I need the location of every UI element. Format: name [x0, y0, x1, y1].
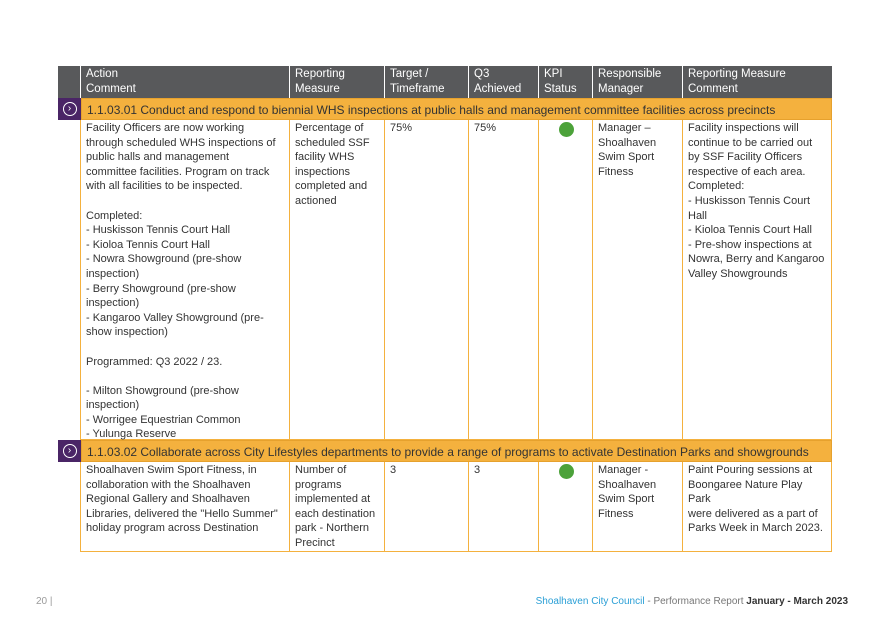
- comment-line: - Yulunga Reserve: [86, 428, 177, 441]
- measure-line: actioned: [295, 194, 337, 207]
- measure-comment-line: were delivered as a part of: [688, 507, 818, 520]
- comment-line: - Huskisson Tennis Court Hall: [86, 224, 231, 237]
- header-label: Timeframe: [390, 83, 445, 95]
- page-number: 20 |: [36, 596, 53, 607]
- comment-line: - Milton Showground (pre-show: [86, 384, 239, 397]
- chevron-right-icon: ›: [63, 102, 77, 116]
- reporting-measure-comment: [683, 462, 832, 552]
- header-target: [385, 66, 469, 98]
- manager-line: Swim Sport: [598, 151, 655, 164]
- manager-line: Shoalhaven: [598, 478, 657, 491]
- measure-comment-line: - Kioloa Tennis Court Hall: [688, 224, 812, 237]
- manager-line: Manager –: [598, 122, 651, 134]
- table-header: [58, 66, 832, 98]
- header-label: Responsible: [598, 68, 662, 80]
- achieved-value: 3: [469, 462, 539, 552]
- measure-line: implemented at: [295, 493, 371, 506]
- measure-comment-line: Completed:: [688, 180, 745, 193]
- measure-line: each destination: [295, 507, 376, 520]
- performance-table: [58, 66, 832, 552]
- action-title-row: [58, 440, 832, 462]
- comment-line: inspection): [86, 399, 140, 412]
- kpi-status: [539, 120, 593, 440]
- measure-comment-line: Hall: [688, 209, 707, 222]
- action-detail-row: [58, 120, 832, 440]
- measure-line: facility WHS: [295, 151, 355, 164]
- comment-line: committee facilities. Program on track: [86, 165, 270, 178]
- kpi-status-dot-icon: [559, 122, 574, 137]
- header-q3-achieved: [469, 66, 539, 98]
- measure-comment-line: Boongaree Nature Play Park: [688, 478, 803, 506]
- comment-line: Libraries, delivered the "Hello Summer": [86, 507, 278, 520]
- reporting-measure-comment: [683, 120, 832, 440]
- comment-line: - Berry Showground (pre-show: [86, 282, 236, 295]
- measure-comment-line: Facility inspections will: [688, 122, 799, 134]
- header-label: Achieved: [474, 83, 522, 95]
- manager-line: Fitness: [598, 507, 634, 520]
- header-label: Reporting: [295, 68, 345, 80]
- measure-comment-line: by SSF Facility Officers: [688, 151, 803, 164]
- measure-comment-line: Parks Week in March 2023.: [688, 522, 823, 535]
- header-label: Q3: [474, 68, 490, 80]
- measure-comment-line: - Huskisson Tennis Court: [688, 194, 811, 207]
- comment-line: inspection): [86, 297, 140, 310]
- report-footer: [536, 596, 848, 607]
- header-label: Measure: [295, 83, 340, 95]
- manager-line: Swim Sport: [598, 493, 655, 506]
- comment-line: - Kangaroo Valley Showground (pre-: [86, 311, 264, 324]
- action-title: 1.1.03.01 Conduct and respond to biennial WHS inspections at public halls and management committee facilities across precincts: [81, 98, 832, 120]
- action-comment: [81, 120, 290, 440]
- measure-line: completed and: [295, 180, 368, 193]
- comment-line: Completed:: [86, 209, 143, 222]
- comment-line: [86, 194, 285, 209]
- comment-line: Programmed: Q3 2022 / 23.: [86, 355, 223, 368]
- comment-line: through scheduled WHS inspections of: [86, 136, 276, 149]
- row-gutter: [58, 120, 81, 440]
- comment-line: - Nowra Showground (pre-show: [86, 253, 242, 266]
- header-label: Action: [86, 68, 118, 80]
- measure-comment-line: - Pre-show inspections at: [688, 238, 812, 251]
- chevron-right-icon: ›: [63, 444, 77, 458]
- comment-line: holiday program across Destination: [86, 522, 259, 535]
- comment-line: - Kioloa Tennis Court Hall: [86, 238, 210, 251]
- responsible-manager: [593, 462, 683, 552]
- comment-line: show inspection): [86, 326, 168, 339]
- target-value: 3: [385, 462, 469, 552]
- measure-line: scheduled SSF: [295, 136, 370, 149]
- header-label: Manager: [598, 83, 644, 95]
- kpi-status-dot-icon: [559, 464, 574, 479]
- action-title-row: [58, 98, 832, 120]
- action-expand-button[interactable]: [58, 98, 81, 120]
- comment-line: public halls and management: [86, 151, 230, 164]
- manager-line: Manager -: [598, 464, 649, 476]
- header-label: Comment: [688, 83, 738, 95]
- footer-org: Shoalhaven City Council: [535, 596, 645, 607]
- comment-line: Regional Gallery and Shoalhaven: [86, 493, 250, 506]
- achieved-value: 75%: [469, 120, 539, 440]
- action-detail-row: [58, 462, 832, 552]
- measure-comment-line: Valley Showgrounds: [688, 267, 788, 280]
- comment-line: inspection): [86, 267, 140, 280]
- comment-line: - Worrigee Equestrian Common: [86, 413, 241, 426]
- comment-line: Shoalhaven Swim Sport Fitness, in: [86, 464, 257, 476]
- measure-line: Number of: [295, 464, 347, 476]
- header-label: Comment: [86, 83, 136, 95]
- measure-comment-line: continue to be carried out: [688, 136, 813, 149]
- footer-separator: - Performance Report: [644, 596, 747, 607]
- header-label: Reporting Measure: [688, 68, 786, 80]
- comment-line: collaboration with the Shoalhaven: [86, 478, 251, 491]
- measure-line: inspections: [295, 165, 351, 178]
- comment-line: with all facilities to be inspected.: [86, 180, 243, 193]
- responsible-manager: [593, 120, 683, 440]
- action-comment: [81, 462, 290, 552]
- manager-line: Fitness: [598, 165, 634, 178]
- header-kpi-status: [539, 66, 593, 98]
- comment-line: Facility Officers are now working: [86, 122, 245, 134]
- measure-line: Percentage of: [295, 122, 364, 134]
- measure-line: park - Northern: [295, 522, 369, 535]
- measure-comment-line: Nowra, Berry and Kangaroo: [688, 253, 825, 266]
- header-label: KPI: [544, 68, 563, 80]
- measure-comment-line: Paint Pouring sessions at: [688, 464, 813, 476]
- measure-comment-line: respective of each area.: [688, 165, 806, 178]
- action-expand-button[interactable]: [58, 440, 81, 462]
- reporting-measure: [290, 462, 385, 552]
- manager-line: Shoalhaven: [598, 136, 657, 149]
- header-label: Status: [544, 83, 577, 95]
- target-value: 75%: [385, 120, 469, 440]
- comment-line: [86, 340, 285, 355]
- row-gutter: [58, 462, 81, 552]
- header-reporting-measure: [290, 66, 385, 98]
- measure-line: Precinct: [295, 536, 335, 549]
- footer-period: January - March 2023: [746, 596, 848, 607]
- action-title: 1.1.03.02 Collaborate across City Lifestyles departments to provide a range of programs to activate Destination Parks and showgrounds: [81, 440, 832, 462]
- comment-line: [86, 369, 285, 384]
- header-gutter: [58, 66, 81, 98]
- header-responsible-manager: [593, 66, 683, 98]
- measure-line: programs: [295, 478, 342, 491]
- header-measure-comment: [683, 66, 832, 98]
- header-label: Target /: [390, 68, 429, 80]
- header-action-comment: [81, 66, 290, 98]
- reporting-measure: [290, 120, 385, 440]
- kpi-status: [539, 462, 593, 552]
